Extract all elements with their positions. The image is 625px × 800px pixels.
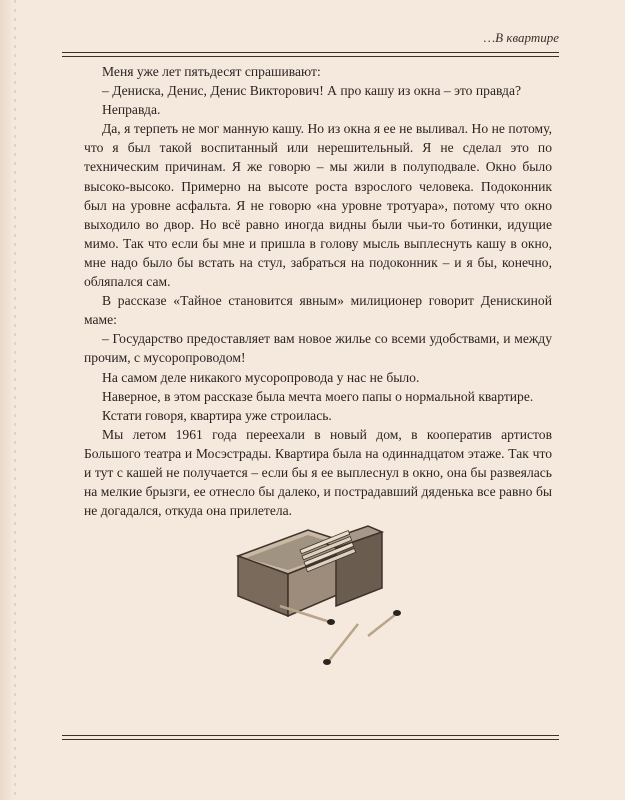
paragraph: Меня уже лет пятьдесят спрашивают: bbox=[102, 64, 321, 79]
header-rule bbox=[62, 52, 559, 57]
paragraph: В рассказе «Тайное становится явным» милиционер говорит Денискиной маме: bbox=[84, 293, 552, 328]
page-edge-shadow bbox=[0, 0, 14, 800]
paragraph: Наверное, в этом рассказе была мечта моего папы о нормальной квартире. bbox=[102, 388, 534, 404]
binding-stitch bbox=[14, 0, 16, 800]
paragraph: – Государство предоставляет вам новое жилье со всеми удобствами, и между прочим, с мусоропроводом! bbox=[84, 331, 552, 366]
body-text bbox=[84, 62, 552, 520]
paragraph: Да, я терпеть не мог манную кашу. Но из окна я ее не выливал. Но не потому, что я был такой воспитанный или нерешительный. Я не сделал это по техническим причинам. Я же говорю – мы жили в полуподвале. Окно было высоко-высоко. Примерно на высоте роста взрослого человека. Подоконник был на уровне асфальта. Я не говорю «на уровне тротуара», потому что окно выходило во двор. Но всё равно иногда видны были чьи-то ботинки, идущие мимо. Так что если бы мне и пришла в голову мысль выплеснуть кашу в окно, мне надо было бы встать на стул, забраться на подоконник – и я бы, конечно, обляпался сам. bbox=[84, 121, 552, 290]
paragraph: Неправда. bbox=[102, 102, 161, 118]
footer-rule bbox=[62, 735, 559, 740]
matchbox-with-matches-icon bbox=[230, 520, 410, 665]
paragraph: Мы летом 1961 года переехали в новый дом, в кооператив артистов Большого театра и Мосэстрады. Квартира была на одиннадцатом этаже. Так что и тут с кашей не получается – если бы я ее выплеснул в окно, она бы развеялась на мелкие брызги, ее отнесло бы далеко, и пострадавший дяденька все равно бы не догадался, откуда она прилетела. bbox=[84, 426, 552, 519]
paragraph: Кстати говоря, квартира уже строилась. bbox=[102, 407, 332, 423]
running-head: …В квартире bbox=[483, 30, 559, 45]
paragraph: На самом деле никакого мусоропровода у нас не было. bbox=[102, 369, 420, 385]
paragraph: – Дениска, Денис, Денис Викторович! А про кашу из окна – это правда? bbox=[102, 83, 522, 99]
